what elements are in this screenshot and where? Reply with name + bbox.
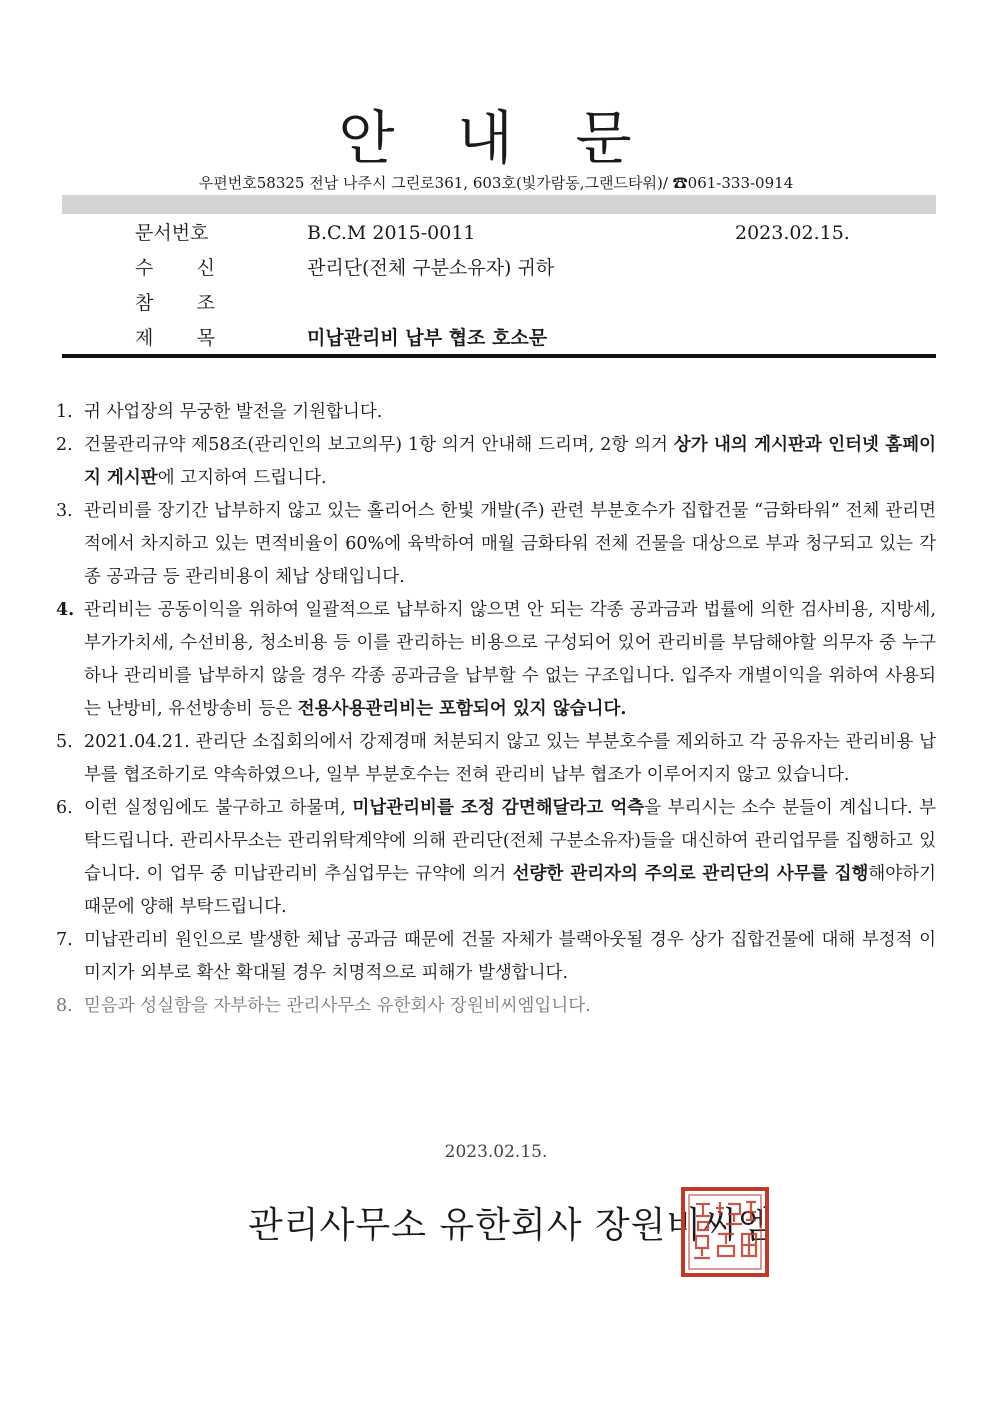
meta-row-reference bbox=[0, 288, 992, 318]
list-item bbox=[56, 594, 936, 726]
header-rule bbox=[62, 354, 936, 358]
item-number: 8. bbox=[56, 996, 73, 1016]
list-item bbox=[56, 726, 936, 792]
meta-row-recipient bbox=[0, 253, 992, 283]
emphasis-text: 미납관리비를 조정 감면해달라고 억측 bbox=[352, 798, 645, 818]
item-text: 2021.04.21. 관리단 소집회의에서 강제경매 처분되지 않고 있는 부분호수를 제외하고 각 공유자는 관리비용 납부를 협조하기로 약속하였으나, 일부 부분호수는 전혀 관리비 납부 협조가 이루어지지 않고 있습니다. bbox=[84, 732, 936, 785]
item-text: 관리비를 장기간 납부하지 않고 있는 홀리어스 한빛 개발(주) 관련 부분호수가 집합건물 “금화타워” 전체 관리면적에서 차지하고 있는 면적비율이 60%에 육박하여 매월 금화타워 전체 건물을 대상으로 부과 청구되고 있는 각종 공과금 등 관리비용이 체납 상태입니다. bbox=[84, 501, 936, 587]
signature-date: 2023.02.15. bbox=[444, 1142, 548, 1162]
item-text: 관리비는 공동이익을 위하여 일괄적으로 납부하지 않으면 안 되는 각종 공과금과 법률에 의한 검사비용, 지방세, 부가가치세, 수선비용, 청소비용 등 이를 관리하는 비용으로 구성되어 있어 관리비를 부담해야할 의무자 중 누구하나 관리비를 납부하지 않을 경우 각종 공과금을 납부할 수 없는 구조입니다. 입주자 개별이익을 위하여 사용되는 난방비, 유선방송비 등은 전용사용관리비는 포함되어 있지 않습니다. bbox=[84, 600, 936, 719]
list-item bbox=[56, 396, 936, 429]
emphasis-text: 상가 내의 게시판과 인터넷 홈페이지 게시판 bbox=[84, 435, 937, 488]
item-text: 미납관리비 원인으로 발생한 체납 공과금 때문에 건물 자체가 블랙아웃될 경우 상가 집합건물에 대해 부정적 이미지가 외부로 확산 확대될 경우 치명적으로 피해가 발생합니다. bbox=[84, 930, 936, 983]
meta-row-doc-no bbox=[0, 218, 992, 248]
item-number: 3. bbox=[56, 501, 73, 521]
item-number: 2. bbox=[56, 435, 73, 455]
item-number: 7. bbox=[56, 930, 73, 950]
item-number: 5. bbox=[56, 732, 73, 752]
header-divider-bar bbox=[62, 195, 936, 214]
item-number: 1. bbox=[56, 402, 73, 422]
issuer-signature: 관리사무소 유한회사 장원비씨엠 bbox=[248, 1205, 774, 1246]
doc-no-label: 문서번호 bbox=[135, 222, 209, 244]
reference-label: 참 조 bbox=[135, 292, 215, 314]
document-title: 안 내 문 bbox=[338, 104, 654, 172]
body-list bbox=[56, 396, 936, 1023]
subject-value: 미납관리비 납부 협조 호소문 bbox=[307, 327, 548, 349]
list-item bbox=[56, 429, 936, 495]
item-number: 4. bbox=[56, 600, 75, 620]
list-item bbox=[56, 990, 936, 1023]
list-item bbox=[56, 792, 936, 924]
item-text: 믿음과 성실함을 자부하는 관리사무소 유한회사 장원비씨엠입니다. bbox=[84, 996, 591, 1016]
meta-row-subject bbox=[0, 323, 992, 353]
item-number: 6. bbox=[56, 798, 73, 818]
doc-date: 2023.02.15. bbox=[735, 222, 850, 244]
recipient-value: 관리단(전체 구분소유자) 귀하 bbox=[307, 257, 555, 279]
emphasis-text: 선량한 관리자의 주의로 관리단의 사무를 집행 bbox=[512, 864, 869, 884]
subject-label: 제 목 bbox=[135, 327, 215, 349]
emphasis-text: 전용사용관리비는 포함되어 있지 않습니다. bbox=[297, 699, 627, 719]
recipient-label: 수 신 bbox=[135, 257, 215, 279]
item-text: 이런 실정임에도 불구하고 하물며, 미납관리비를 조정 감면해달라고 억측을 부리시는 소수 분들이 계십니다. 부탁드립니다. 관리사무소는 관리위탁계약에 의해 관리단(전체 구분소유자)들을 대신하여 관리업무를 집행하고 있습니다. 이 업무 중 미납관리비 추심업무는 규약에 의거 선량한 관리자의 주의로 관리단의 사무를 집행해야하기 때문에 양해 부탁드립니다. bbox=[84, 798, 937, 917]
list-item bbox=[56, 924, 936, 990]
address-line: 우편번호58325 전남 나주시 그린로361, 603호(빛가람동,그랜드타워)/ ☎061-333-0914 bbox=[198, 174, 794, 192]
item-text: 건물관리규약 제58조(관리인의 보고의무) 1항 의거 안내해 드리며, 2항 의거 상가 내의 게시판과 인터넷 홈페이지 게시판에 고지하여 드립니다. bbox=[84, 435, 937, 488]
doc-no-value: B.C.M 2015-0011 bbox=[307, 222, 476, 244]
list-item bbox=[56, 495, 936, 594]
item-text: 귀 사업장의 무궁한 발전을 기원합니다. bbox=[84, 402, 383, 422]
company-seal-icon bbox=[680, 1186, 770, 1278]
